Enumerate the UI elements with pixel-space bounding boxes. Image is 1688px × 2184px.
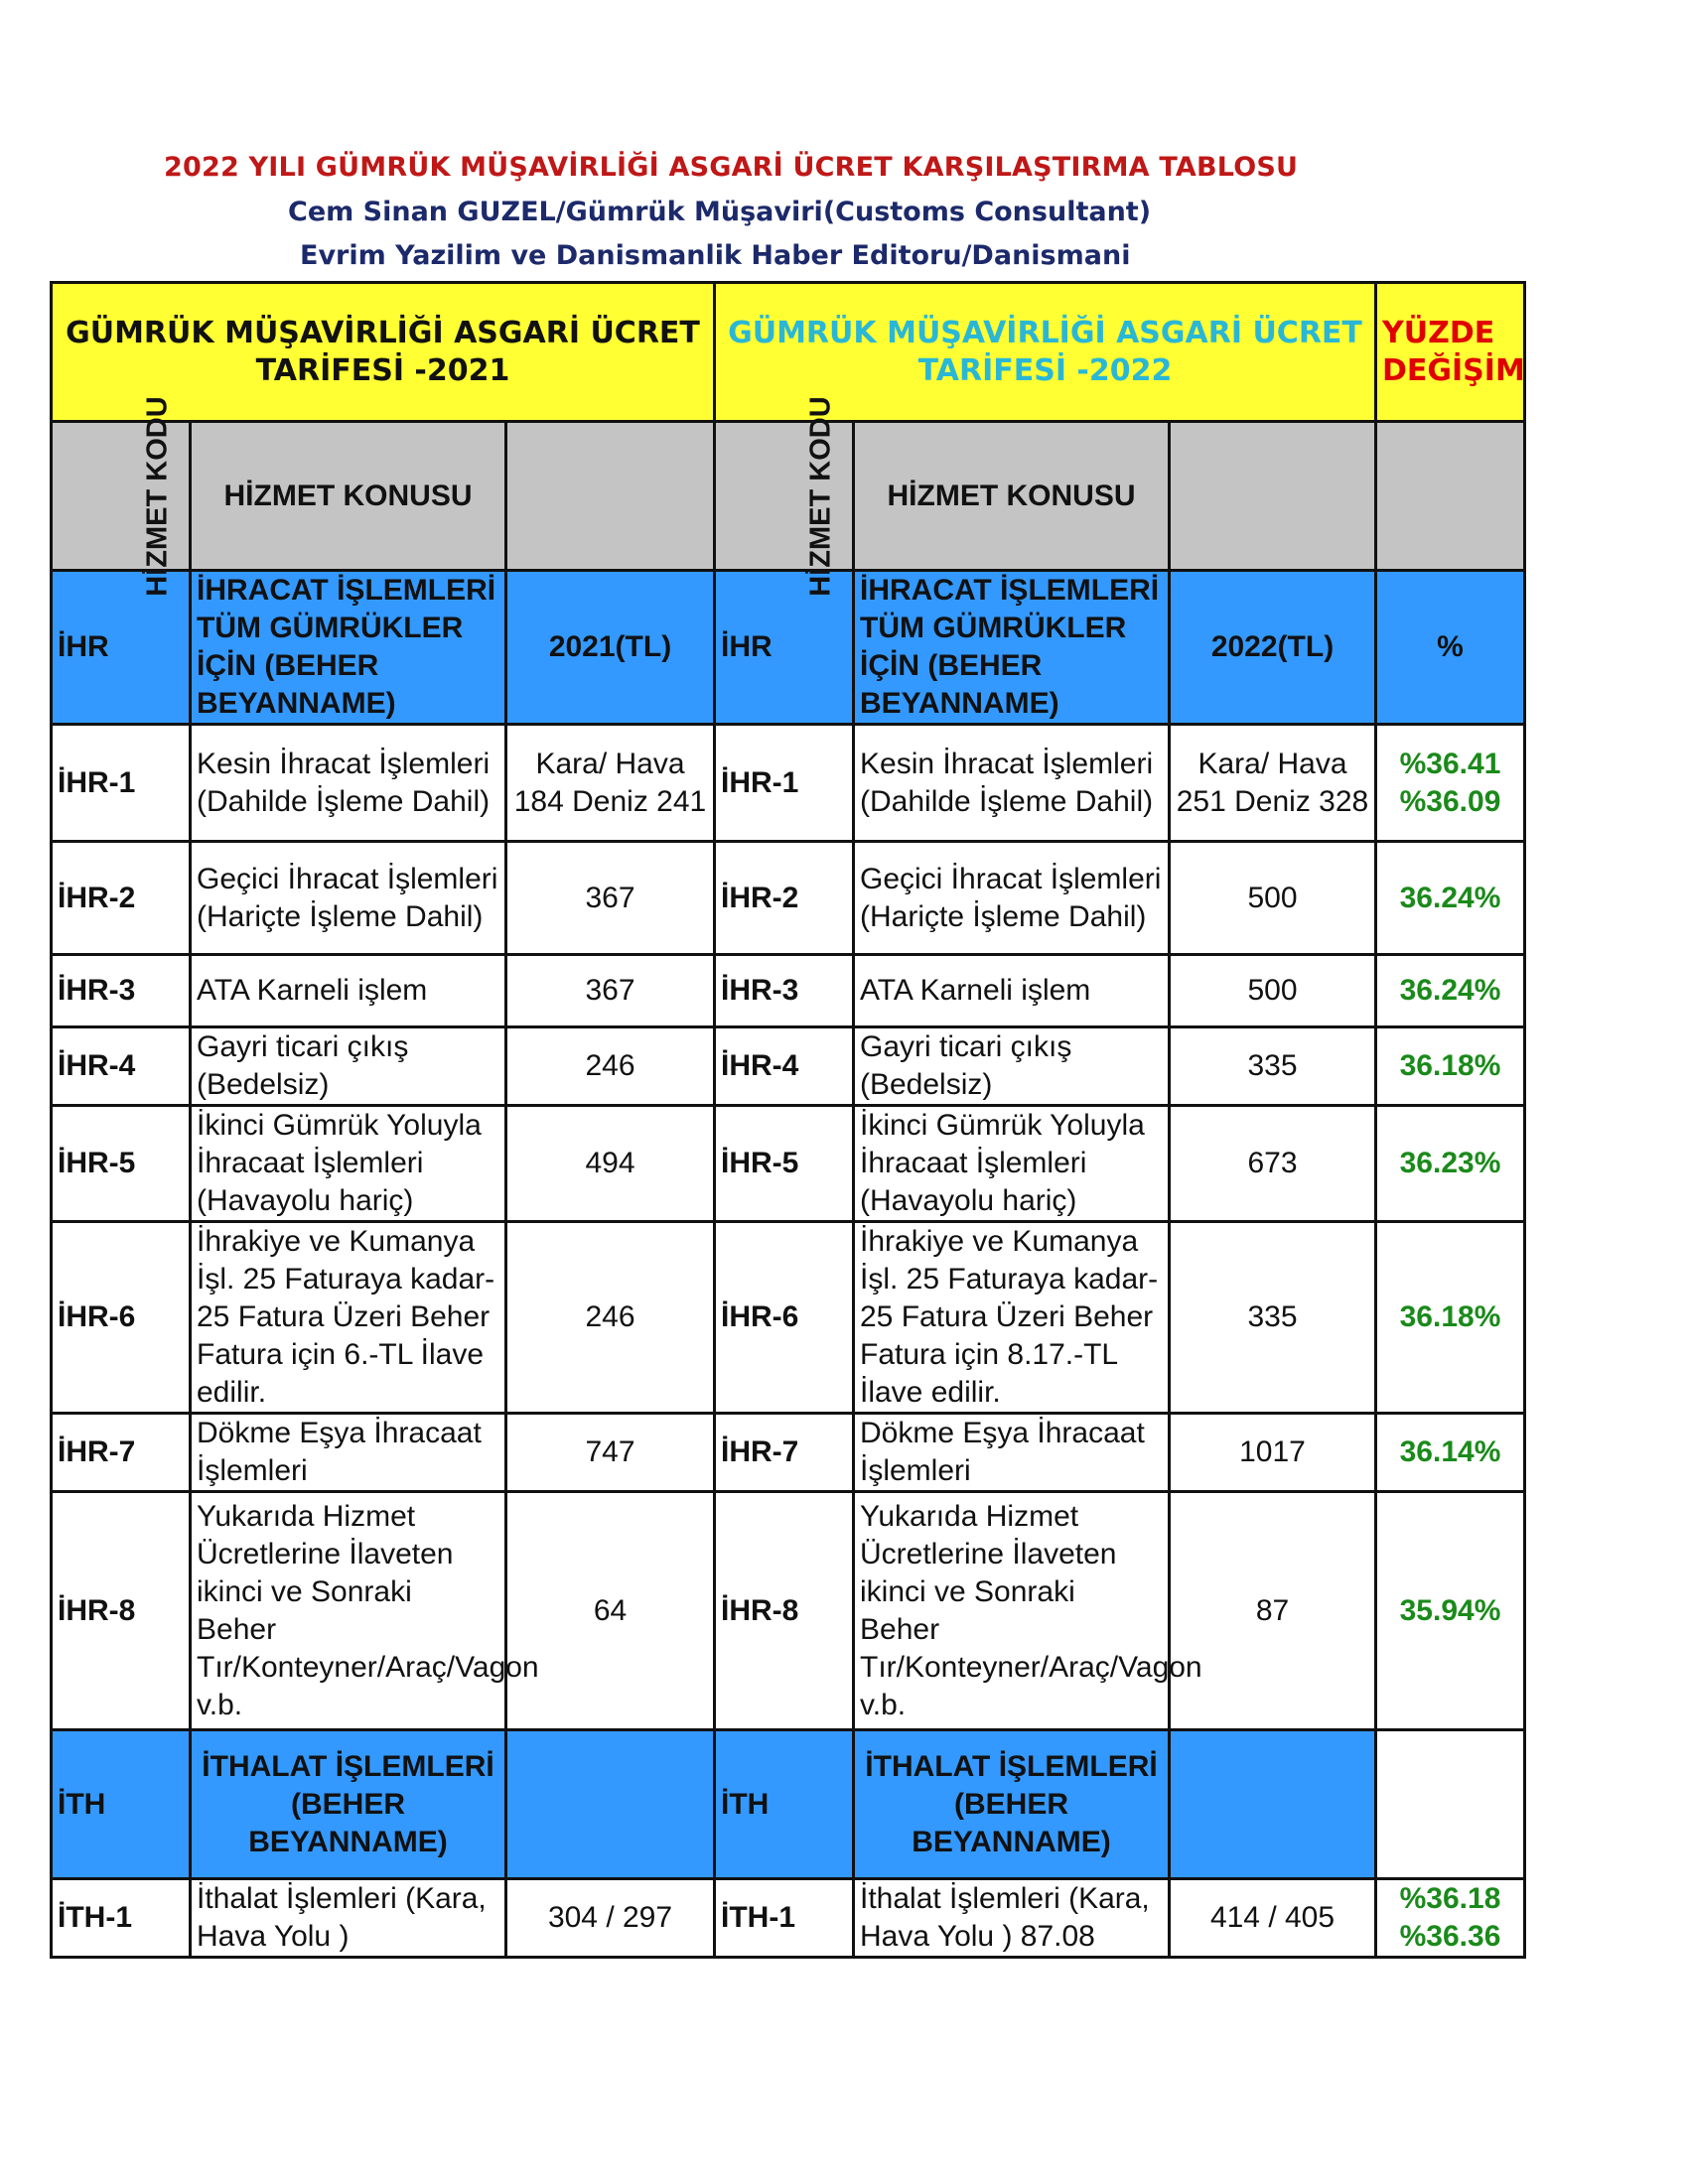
row-pct: 35.94% xyxy=(1376,1492,1525,1730)
row-fee-2021: 246 xyxy=(506,1222,715,1414)
ith-section-title: İTHALAT İŞLEMLERİ (BEHER BEYANNAME) xyxy=(191,1730,506,1879)
row-fee-2021: Kara/ Hava 184 Deniz 241 xyxy=(506,725,715,842)
ihr-section-row xyxy=(52,571,1525,725)
tariff-2022-title-line1: GÜMRÜK MÜŞAVİRLİĞİ ASGARİ ÜCRET xyxy=(728,315,1362,350)
table-row xyxy=(52,842,1525,955)
row-pct: %36.41 %36.09 xyxy=(1376,725,1525,842)
row-fee-2022: Kara/ Hava 251 Deniz 328 xyxy=(1170,725,1376,842)
row-code-2022: İHR-7 xyxy=(715,1414,854,1492)
ihr-section-title: İHRACAT İŞLEMLERİ TÜM GÜMRÜKLER İÇİN (BEHER BEYANNAME) xyxy=(191,571,506,725)
row-subject-2022: İthalat İşlemleri (Kara, Hava Yolu ) 87.08 xyxy=(854,1879,1170,1958)
tariff-2022-title-line2: TARİFESİ -2022 xyxy=(917,352,1173,388)
row-fee-2021: 304 / 297 xyxy=(506,1879,715,1958)
ith-section-code-2022: İTH xyxy=(715,1730,854,1879)
row-subject-2022: Gayri ticari çıkış (Bedelsiz) xyxy=(854,1027,1170,1106)
row-subject-2022: Yukarıda Hizmet Ücretlerine İlaveten ikinci ve Sonraki Beher Tır/Konteyner/Araç/Vagon v.b. xyxy=(854,1492,1170,1730)
percent-change-title-line2: DEĞİŞİM xyxy=(1382,352,1525,388)
percent-change-title-line1: YÜZDE xyxy=(1382,315,1495,350)
row-code: İHR-8 xyxy=(52,1492,191,1730)
row-code-2022: İHR-4 xyxy=(715,1027,854,1106)
tariff-2021-title-line2: TARİFESİ -2021 xyxy=(255,352,510,388)
row-subject-2021: İhrakiye ve Kumanya İşl. 25 Faturaya kadar-25 Fatura Üzeri Beher Fatura için 6.-TL İlave edilir. xyxy=(191,1222,506,1414)
row-fee-2021: 64 xyxy=(506,1492,715,1730)
row-fee-2022: 87 xyxy=(1170,1492,1376,1730)
ith-section-row xyxy=(52,1730,1525,1879)
col-pct: % xyxy=(1376,571,1525,725)
row-fee-2021: 246 xyxy=(506,1027,715,1106)
ihr-section-code: İHR xyxy=(52,571,191,725)
col-2022-tl: 2022(TL) xyxy=(1170,571,1376,725)
ihr-section-code-2022: İHR xyxy=(715,571,854,725)
table-row xyxy=(52,1027,1525,1106)
hizmet-kodu-header xyxy=(52,395,191,597)
row-subject-2022: Kesin İhracat İşlemleri (Dahilde İşleme Dahil) xyxy=(854,725,1170,842)
document-title: 2022 YILI GÜMRÜK MÜŞAVİRLİĞİ ASGARİ ÜCRET KARŞILAŞTIRMA TABLOSU xyxy=(164,152,1299,183)
row-pct: 36.23% xyxy=(1376,1106,1525,1222)
ith-section-empty-2021 xyxy=(506,1730,715,1879)
row-code: İHR-4 xyxy=(52,1027,191,1106)
table-row xyxy=(52,1222,1525,1414)
hizmet-kodu-label-2022: HİZMET KODU xyxy=(804,395,837,597)
hizmet-konusu-label: HİZMET KONUSU xyxy=(223,478,473,512)
row-subject-2021: Gayri ticari çıkış (Bedelsiz) xyxy=(191,1027,506,1106)
row-fee-2022: 673 xyxy=(1170,1106,1376,1222)
table-row xyxy=(52,1879,1525,1958)
ihr-section-title-2022: İHRACAT İŞLEMLERİ TÜM GÜMRÜKLER İÇİN (BEHER BEYANNAME) xyxy=(854,571,1170,725)
row-code-2022: İHR-6 xyxy=(715,1222,854,1414)
table-row xyxy=(52,1492,1525,1730)
row-subject-2021: İthalat İşlemleri (Kara, Hava Yolu ) xyxy=(191,1879,506,1958)
row-code: İTH-1 xyxy=(52,1879,191,1958)
row-fee-2021: 494 xyxy=(506,1106,715,1222)
col-2021-tl: 2021(TL) xyxy=(506,571,715,725)
tariff-title-row xyxy=(52,283,1525,422)
row-code: İHR-6 xyxy=(52,1222,191,1414)
table-row xyxy=(52,1106,1525,1222)
table-row xyxy=(52,955,1525,1027)
author-line: Cem Sinan GUZEL/Gümrük Müşaviri(Customs Consultant) xyxy=(288,197,1152,227)
hizmet-konusu-header xyxy=(191,422,506,571)
row-subject-2021: ATA Karneli işlem xyxy=(191,955,506,1027)
row-code-2022: İHR-1 xyxy=(715,725,854,842)
row-subject-2022: İkinci Gümrük Yoluyla İhracaat İşlemleri (Havayolu hariç) xyxy=(854,1106,1170,1222)
row-fee-2021: 367 xyxy=(506,842,715,955)
row-subject-2022: İhrakiye ve Kumanya İşl. 25 Faturaya kadar-25 Fatura Üzeri Beher Fatura için 8.17.-TL İlave edilir. xyxy=(854,1222,1170,1414)
row-code: İHR-2 xyxy=(52,842,191,955)
row-code-2022: İHR-2 xyxy=(715,842,854,955)
row-fee-2022: 500 xyxy=(1170,842,1376,955)
row-subject-2022: ATA Karneli işlem xyxy=(854,955,1170,1027)
table-row xyxy=(52,1414,1525,1492)
row-pct: 36.24% xyxy=(1376,842,1525,955)
row-code-2022: İHR-5 xyxy=(715,1106,854,1222)
row-code: İHR-3 xyxy=(52,955,191,1027)
percent-change-title xyxy=(1376,283,1525,422)
row-pct: 36.18% xyxy=(1376,1027,1525,1106)
row-pct: 36.24% xyxy=(1376,955,1525,1027)
row-subject-2021: Kesin İhracat İşlemleri (Dahilde İşleme Dahil) xyxy=(191,725,506,842)
empty-header-pct xyxy=(1376,422,1525,571)
hizmet-konusu-header-2022 xyxy=(854,422,1170,571)
empty-header-2021 xyxy=(506,422,715,571)
ith-section-code: İTH xyxy=(52,1730,191,1879)
row-code: İHR-7 xyxy=(52,1414,191,1492)
hizmet-kodu-header-2022 xyxy=(715,395,854,597)
ith-section-title-2022: İTHALAT İŞLEMLERİ (BEHER BEYANNAME) xyxy=(854,1730,1170,1879)
tariff-2021-title-line1: GÜMRÜK MÜŞAVİRLİĞİ ASGARİ ÜCRET xyxy=(66,315,700,350)
ith-section-empty-2022 xyxy=(1170,1730,1376,1879)
row-subject-2021: Dökme Eşya İhracaat İşlemleri xyxy=(191,1414,506,1492)
empty-header-2022 xyxy=(1170,422,1376,571)
row-subject-2021: Geçici İhracat İşlemleri (Hariçte İşleme Dahil) xyxy=(191,842,506,955)
hizmet-kodu-label: HİZMET KODU xyxy=(141,395,174,597)
row-fee-2022: 335 xyxy=(1170,1027,1376,1106)
role-line: Evrim Yazilim ve Danismanlik Haber Editoru/Danismani xyxy=(300,240,1131,271)
column-header-row xyxy=(52,422,1525,571)
row-fee-2022: 500 xyxy=(1170,955,1376,1027)
row-code-2022: İHR-8 xyxy=(715,1492,854,1730)
row-subject-2022: Geçici İhracat İşlemleri (Hariçte İşleme Dahil) xyxy=(854,842,1170,955)
row-pct: 36.14% xyxy=(1376,1414,1525,1492)
row-subject-2022: Dökme Eşya İhracaat İşlemleri xyxy=(854,1414,1170,1492)
ith-section-empty-pct xyxy=(1376,1730,1525,1879)
row-fee-2022: 414 / 405 xyxy=(1170,1879,1376,1958)
hizmet-konusu-label-2022: HİZMET KONUSU xyxy=(887,478,1136,512)
row-subject-2021: İkinci Gümrük Yoluyla İhracaat İşlemleri (Havayolu hariç) xyxy=(191,1106,506,1222)
comparison-table xyxy=(50,281,1526,1959)
row-code-2022: İTH-1 xyxy=(715,1879,854,1958)
row-code: İHR-5 xyxy=(52,1106,191,1222)
row-pct: %36.18 %36.36 xyxy=(1376,1879,1525,1958)
row-subject-2021: Yukarıda Hizmet Ücretlerine İlaveten ikinci ve Sonraki Beher Tır/Konteyner/Araç/Vagon v.b. xyxy=(191,1492,506,1730)
row-pct: 36.18% xyxy=(1376,1222,1525,1414)
table-row xyxy=(52,725,1525,842)
row-code: İHR-1 xyxy=(52,725,191,842)
row-code-2022: İHR-3 xyxy=(715,955,854,1027)
row-fee-2021: 747 xyxy=(506,1414,715,1492)
row-fee-2022: 335 xyxy=(1170,1222,1376,1414)
row-fee-2021: 367 xyxy=(506,955,715,1027)
row-fee-2022: 1017 xyxy=(1170,1414,1376,1492)
